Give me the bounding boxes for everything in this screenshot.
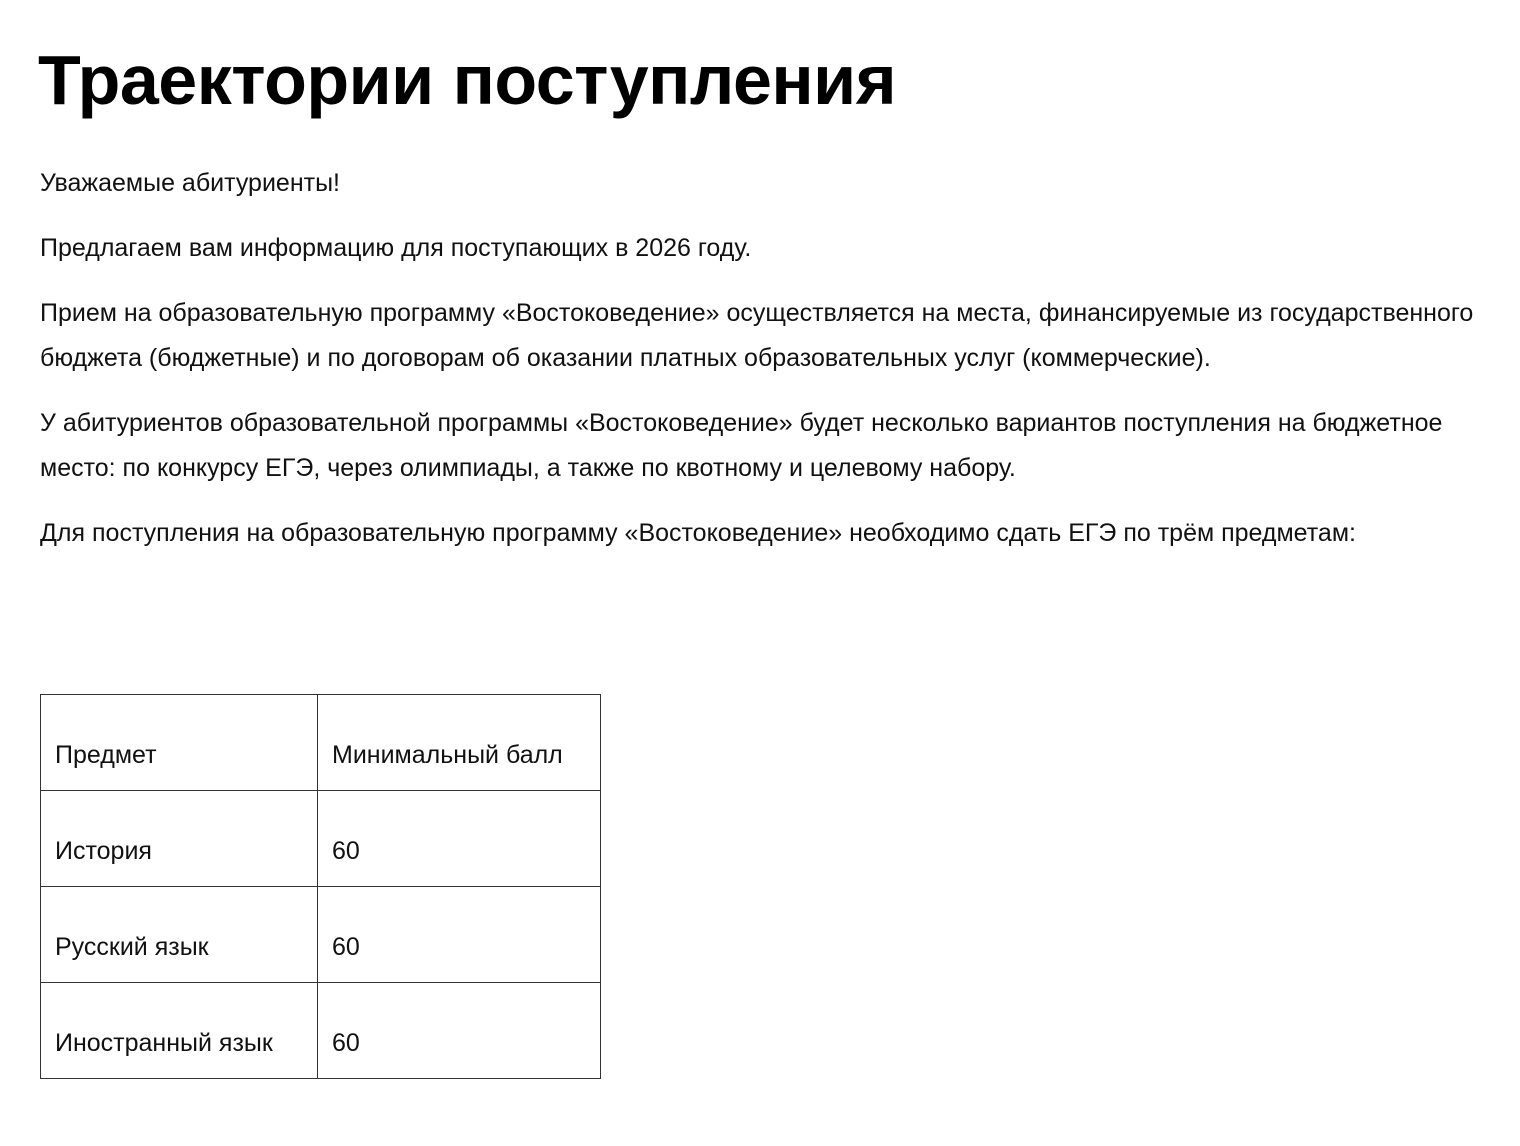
intro-text xyxy=(40,161,1510,576)
admission-options-paragraph: У абитуриентов образовательной программы «Востоковедение» будет несколько вариантов поступления на бюджетное место: по конкурсу ЕГЭ, через олимпиады, а также по квотному и целевому набору. xyxy=(40,409,1443,482)
table-header-row xyxy=(41,695,601,791)
page-title: Траектории поступления xyxy=(38,41,897,119)
header-min-score: Минимальный балл xyxy=(318,695,601,791)
exam-scores-table xyxy=(40,694,601,1079)
greeting-paragraph: Уважаемые абитуриенты! xyxy=(40,169,340,197)
table-row xyxy=(41,791,601,887)
min-score-cell: 60 xyxy=(318,983,601,1079)
exam-requirements-paragraph: Для поступления на образовательную программу «Востоковедение» необходимо сдать ЕГЭ по трём предметам: xyxy=(40,519,1356,547)
header-subject: Предмет xyxy=(41,695,318,791)
min-score-cell: 60 xyxy=(318,791,601,887)
subject-cell: Иностранный язык xyxy=(41,983,318,1079)
table-row xyxy=(41,983,601,1079)
subject-cell: История xyxy=(41,791,318,887)
exam-table-container xyxy=(40,694,601,1079)
min-score-cell: 60 xyxy=(318,887,601,983)
info-paragraph: Предлагаем вам информацию для поступающих в 2026 году. xyxy=(40,234,752,262)
admission-places-paragraph: Прием на образовательную программу «Востоковедение» осуществляется на места, финансируемые из государственного бюджета (бюджетные) и по договорам об оказании платных образовательных услуг (коммерческие). xyxy=(40,299,1474,372)
table-row xyxy=(41,887,601,983)
subject-cell: Русский язык xyxy=(41,887,318,983)
